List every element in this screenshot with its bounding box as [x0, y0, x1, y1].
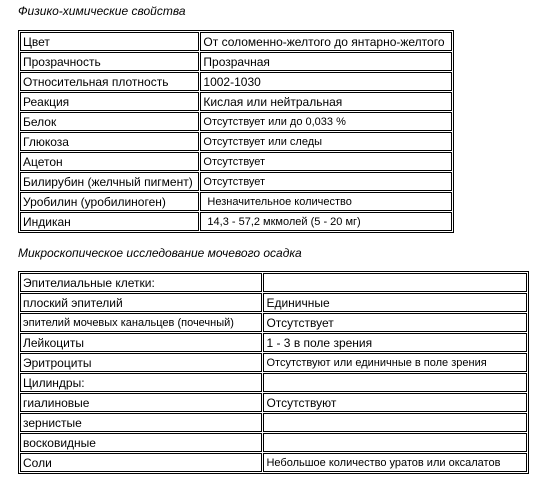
table-row [20, 92, 452, 111]
property-value [263, 433, 527, 452]
property-name: Эритроциты [20, 353, 262, 372]
property-value: Незначительное количество [200, 192, 452, 211]
property-value [263, 273, 527, 292]
property-name: Прозрачность [20, 52, 199, 71]
property-value [263, 413, 527, 432]
physico-chemical-table [18, 30, 454, 233]
property-name: Билирубин (желчный пигмент) [20, 172, 199, 191]
table-row [20, 192, 452, 211]
property-name: Эпителиальные клетки: [20, 273, 262, 292]
table-row [20, 132, 452, 151]
table-row [20, 172, 452, 191]
property-value [263, 373, 527, 392]
property-name: эпителий мочевых канальцев (почечный) [20, 313, 262, 332]
table-row [20, 273, 527, 292]
property-value: Прозрачная [200, 52, 452, 71]
table-row [20, 333, 527, 352]
property-value: 1002-1030 [200, 72, 452, 91]
table-row [20, 32, 452, 51]
table-row [20, 52, 452, 71]
property-name: Белок [20, 112, 199, 131]
property-name: Ацетон [20, 152, 199, 171]
section-title-physico-chemical: Физико-химические свойства [18, 4, 186, 18]
property-name: Относительная плотность [20, 72, 199, 91]
property-value: Отсутствует [263, 313, 527, 332]
table-row [20, 72, 452, 91]
property-value: Отсутствует или следы [200, 132, 452, 151]
property-name: Уробилин (уробилиноген) [20, 192, 199, 211]
property-name: Реакция [20, 92, 199, 111]
property-value: Кислая или нейтральная [200, 92, 452, 111]
table-row [20, 313, 527, 332]
property-value: Отсутствуют [263, 393, 527, 412]
property-value: Единичные [263, 293, 527, 312]
table-row [20, 212, 452, 231]
table-row [20, 112, 452, 131]
table-row [20, 353, 527, 372]
property-value: Небольшое количество уратов или оксалатов [263, 453, 527, 472]
property-value: 14,3 - 57,2 мкмолей (5 - 20 мг) [200, 212, 452, 231]
microscopic-table [18, 271, 529, 474]
property-name: Лейкоциты [20, 333, 262, 352]
property-name: зернистые [20, 413, 262, 432]
table-row [20, 293, 527, 312]
property-name: плоский эпителий [20, 293, 262, 312]
table-row [20, 152, 452, 171]
property-value: Отсутствует или до 0,033 % [200, 112, 452, 131]
property-name: гиалиновые [20, 393, 262, 412]
table-row [20, 373, 527, 392]
property-name: Индикан [20, 212, 199, 231]
section-title-microscopic: Микроскопическое исследование мочевого осадка [18, 246, 302, 260]
property-name: Глюкоза [20, 132, 199, 151]
table-row [20, 433, 527, 452]
property-name: Цилиндры: [20, 373, 262, 392]
property-name: восковидные [20, 433, 262, 452]
table-row [20, 393, 527, 412]
property-value: Отсутствует [200, 172, 452, 191]
property-value: Отсутствуют или единичные в поле зрения [263, 353, 527, 372]
property-name: Цвет [20, 32, 199, 51]
property-value: От соломенно-желтого до янтарно-желтого [200, 32, 452, 51]
property-value: Отсутствует [200, 152, 452, 171]
property-value: 1 - 3 в поле зрения [263, 333, 527, 352]
table-row [20, 413, 527, 432]
table-row [20, 453, 527, 472]
property-name: Соли [20, 453, 262, 472]
